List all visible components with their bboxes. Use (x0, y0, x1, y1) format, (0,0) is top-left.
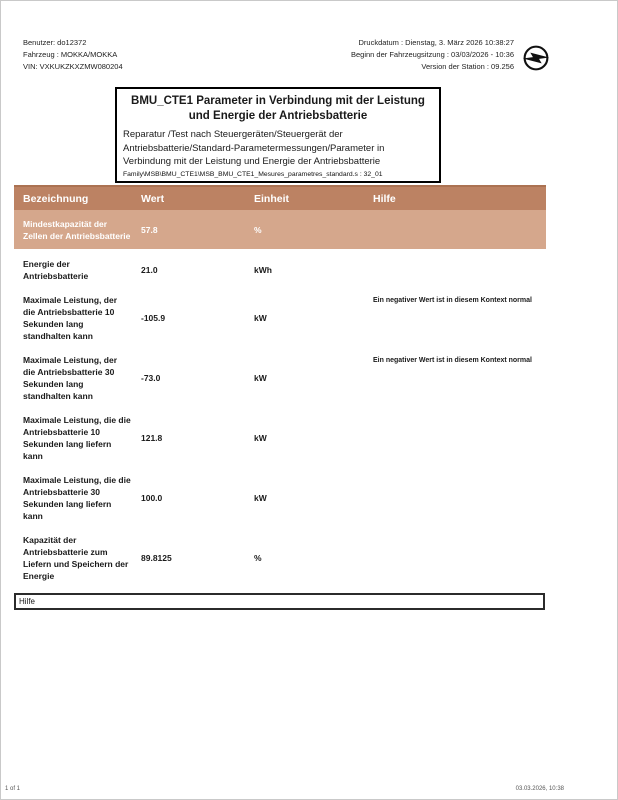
vin-line: VIN: VXKUKZKXZMW080204 (23, 62, 123, 71)
param-unit: kW (254, 313, 267, 323)
report-navigation-path: Reparatur /Test nach Steuergeräten/Steuergerät der Antriebsbatterie/Standard-Parametermessungen/Parameter in Verbindung mit der Leistung und Energie der Antriebsbatterie (123, 129, 385, 167)
parameter-table (14, 185, 546, 588)
param-unit: kW (254, 433, 267, 443)
param-help: Ein negativer Wert ist in diesem Kontext normal (373, 357, 532, 364)
param-unit: % (254, 553, 262, 563)
table-row (14, 210, 546, 249)
param-help (373, 414, 546, 415)
title-box (115, 87, 441, 183)
print-timestamp: 03.03.2026, 10:38 (515, 786, 564, 792)
table-row (14, 252, 546, 288)
hilfe-frame (14, 593, 545, 610)
param-value: 100.0 (141, 493, 163, 503)
param-name: Maximale Leistung, die die Antriebsbatterie 10 Sekunden lang liefern kann (23, 415, 131, 461)
opel-logo-icon (522, 44, 550, 72)
table-header-row (14, 185, 546, 210)
report-title: BMU_CTE1 Parameter in Verbindung mit der Leistung und Energie der Antriebsbatterie (131, 95, 425, 122)
column-header-einheit: Einheit (254, 192, 290, 205)
hilfe-frame-label: Hilfe (19, 597, 36, 606)
param-help (373, 474, 546, 475)
param-name: Maximale Leistung, der die Antriebsbatterie 10 Sekunden lang standhalten kann (23, 295, 117, 341)
column-header-wert: Wert (141, 192, 165, 205)
param-value: -105.9 (141, 313, 166, 323)
param-name: Maximale Leistung, die die Antriebsbatterie 30 Sekunden lang liefern kann (23, 475, 131, 521)
param-unit: kW (254, 493, 267, 503)
param-unit: % (254, 224, 262, 235)
table-row (14, 348, 546, 408)
param-help (373, 258, 546, 259)
param-value: 89.8125 (141, 553, 172, 563)
benutzer-line: Benutzer: do12372 (23, 38, 87, 47)
param-name: Kapazität der Antriebsbatterie zum Liefern und Speichern der Energie (23, 535, 129, 581)
param-help (373, 213, 546, 214)
table-row (14, 408, 546, 468)
session-meta-right (351, 37, 514, 73)
param-help (373, 534, 546, 535)
druckdatum-line: Druckdatum : Dienstag, 3. März 2026 10:38:27 (358, 38, 514, 47)
page-number: 1 of 1 (5, 786, 21, 792)
report-family-id: Family\MSB\BMU_CTE1\MSB_BMU_CTE1_Mesures_parametres_standard.s : 32_01 (123, 170, 383, 178)
param-value: -73.0 (141, 373, 161, 383)
session-meta-left (23, 37, 123, 73)
param-name: Maximale Leistung, der die Antriebsbatterie 30 Sekunden lang standhalten kann (23, 355, 117, 401)
param-name: Mindestkapazität der Zellen der Antriebsbatterie (23, 218, 131, 241)
param-value: 57.8 (141, 224, 158, 235)
station-version-line: Version der Station : 09.256 (421, 62, 514, 71)
table-row (14, 468, 546, 528)
fahrzeug-line: Fahrzeug : MOKKA/MOKKA (23, 50, 118, 59)
param-name: Energie der Antriebsbatterie (23, 259, 89, 281)
param-value: 121.8 (141, 433, 163, 443)
sitzung-line: Beginn der Fahrzeugsitzung : 03/03/2026 - 10:36 (350, 50, 514, 59)
column-header-hilfe: Hilfe (373, 192, 396, 205)
table-row (14, 288, 546, 348)
param-unit: kW (254, 373, 267, 383)
param-help: Ein negativer Wert ist in diesem Kontext normal (373, 297, 532, 304)
param-value: 21.0 (141, 265, 158, 275)
param-unit: kWh (254, 265, 272, 275)
column-header-bezeichnung: Bezeichnung (23, 192, 89, 205)
table-row (14, 528, 546, 588)
